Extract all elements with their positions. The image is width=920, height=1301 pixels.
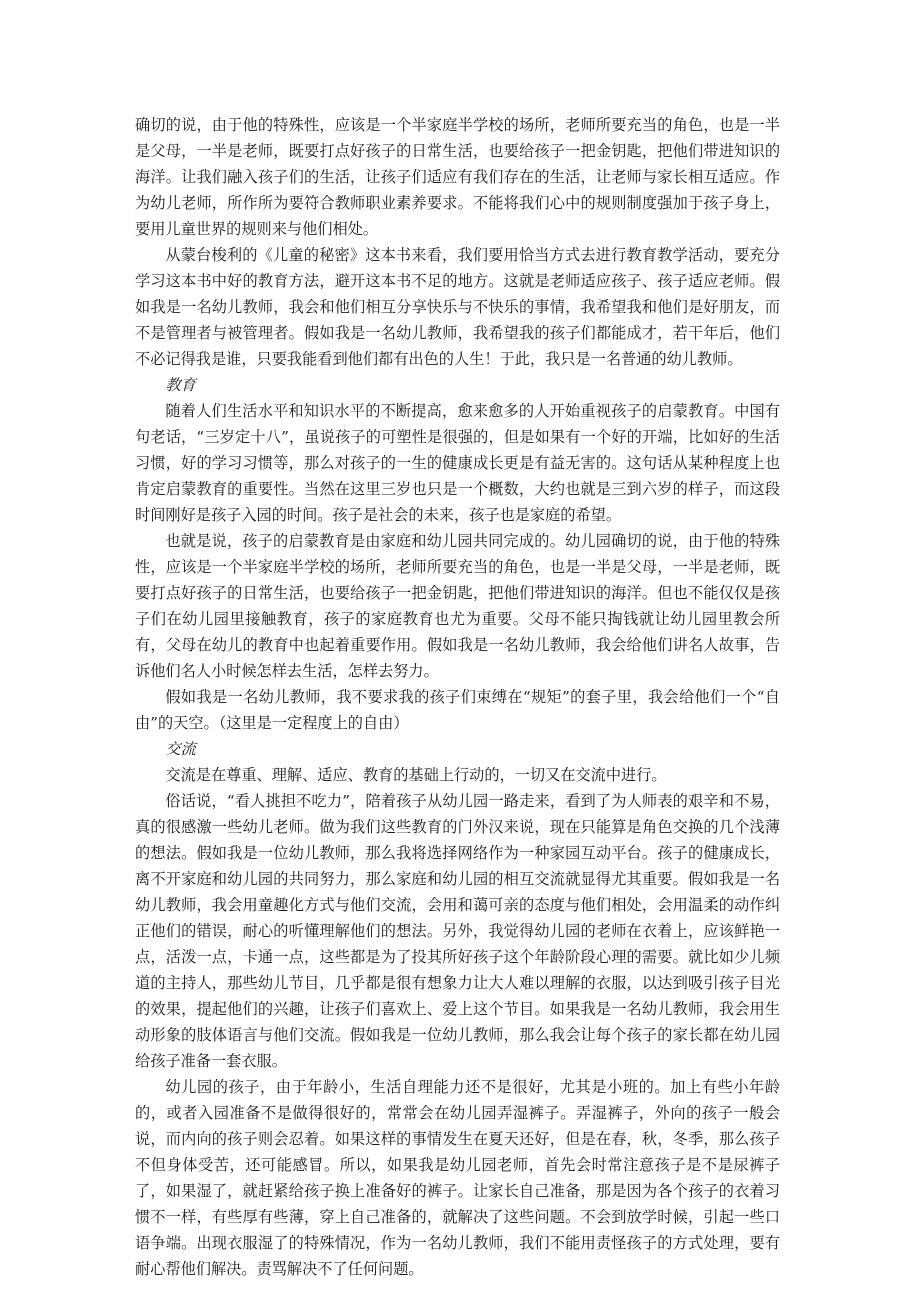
paragraph-education-3: 假如我是一名幼儿教师，我不要求我的孩子们束缚在“规矩”的套子里，我会给他们一个“自由”的天空。（这里是一定程度上的自由） <box>135 688 780 732</box>
section-heading-education: 教育 <box>165 376 196 394</box>
paragraph-communication-1: 交流是在尊重、理解、适应、教育的基础上行动的，一切又在交流中进行。 <box>165 766 667 784</box>
paragraph-communication-3: 幼儿园的孩子，由于年龄小，生活自理能力还不是很好，尤其是小班的。加上有些小年龄的，或者入园准备不是做得很好的，常常会在幼儿园弄湿裤子。弄湿裤子，外向的孩子一般会说，而内向的孩子则会忍着。如果这样的事情发生在夏天还好，但是在春，秋，冬季，那么孩子不但身体受苦，还可能感冒。所以，如果我是幼儿园老师，首先会时常注意孩子是不是尿裤子了，如果湿了，就赶紧给孩子换上准备好的裤子。让家长自己准备，那是因为各个孩子的衣着习惯不一样，有些厚有些薄，穿上自己准备的，就解决了这些问题。不会到放学时候，引起一些口语争端。出现衣服湿了的特殊情况，作为一名幼儿教师，我们不能用责怪孩子的方式处理，要有耐心帮他们解决。责骂解决不了任何问题。 <box>135 1078 780 1278</box>
paragraph-intro-1: 确切的说，由于他的特殊性，应该是一个半家庭半学校的场所，老师所要充当的角色，也是一半是父母，一半是老师，既要打点好孩子的日常生活，也要给孩子一把金钥匙，把他们带进知识的海洋。让我们融入孩子们的生活，让孩子们适应有我们存在的生活，让老师与家长相互适应。作为幼儿老师，所作所为要符合教师职业素养要求。不能将我们心中的规则制度强加于孩子身上，要用儿童世界的规则来与他们相处。 <box>135 116 780 238</box>
section-heading-communication: 交流 <box>165 740 196 758</box>
paragraph-education-2: 也就是说，孩子的启蒙教育是由家庭和幼儿园共同完成的。幼儿园确切的说，由于他的特殊性，应该是一个半家庭半学校的场所，老师所要充当的角色，也是一半是父母，一半是老师，既要打点好孩子的日常生活，也要给孩子一把金钥匙，把他们带进知识的海洋。但也不能仅仅是孩子们在幼儿园里接触教育，孩子的家庭教育也尤为重要。父母不能只掏钱就让幼儿园里教会所有，父母在幼儿的教育中也起着重要作用。假如我是一名幼儿教师，我会给他们讲名人故事，告诉他们名人小时候怎样去生活，怎样去努力。 <box>135 532 780 680</box>
paragraph-communication-2: 俗话说，“看人挑担不吃力”，陪着孩子从幼儿园一路走来，看到了为人师表的艰辛和不易，真的很感激一些幼儿老师。做为我们这些教育的门外汉来说，现在只能算是角色交换的几个浅薄的想法。假如我是一位幼儿教师，那么我将选择网络作为一种家园互动平台。孩子的健康成长，离不开家庭和幼儿园的共同努力，那么家庭和幼儿园的相互交流就显得尤其重要。假如我是一名幼儿教师，我会用童趣化方式与他们交流，会用和蔼可亲的态度与他们相处，会用温柔的动作纠正他们的错误，耐心的听懂理解他们的想法。另外，我觉得幼儿园的老师在衣着上，应该鲜艳一点，活泼一点，卡通一点，这些都是为了投其所好孩子这个年龄阶段心理的需要。就比如少儿频道的主持人，那些幼儿节目，几乎都是很有想象力让大人难以理解的衣服，以达到吸引孩子目光的效果，提起他们的兴趣，让孩子们喜欢上、爱上这个节目。如果我是一名幼儿教师，我会用生动形象的肢体语言与他们交流。假如我是一位幼儿教师，那么我会让每个孩子的家长都在幼儿园给孩子准备一套衣服。 <box>135 792 780 1070</box>
paragraph-intro-2: 从蒙台梭利的《儿童的秘密》这本书来看，我们要用恰当方式去进行教育教学活动，要充分学习这本书中好的教育方法，避开这本书不足的地方。这就是老师适应孩子、孩子适应老师。假如我是一名幼儿教师，我会和他们相互分享快乐与不快乐的事情，我希望我和他们是好朋友，而不是管理者与被管理者。假如我是一名幼儿教师，我希望我的孩子们都能成才，若干年后，他们不必记得我是谁，只要我能看到他们都有出色的人生！于此，我只是一名普通的幼儿教师。 <box>135 246 780 368</box>
paragraph-education-1: 随着人们生活水平和知识水平的不断提高，愈来愈多的人开始重视孩子的启蒙教育。中国有句老话，“三岁定十八”，虽说孩子的可塑性是很强的，但是如果有一个好的开端，比如好的生活习惯，好的学习习惯等，那么对孩子的一生的健康成长更是有益无害的。这句话从某种程度上也肯定启蒙教育的重要性。当然在这里三岁也只是一个概数，大约也就是三到六岁的样子，而这段时间刚好是孩子入园的时间。孩子是社会的未来，孩子也是家庭的希望。 <box>135 402 780 524</box>
document-page <box>135 112 780 1282</box>
